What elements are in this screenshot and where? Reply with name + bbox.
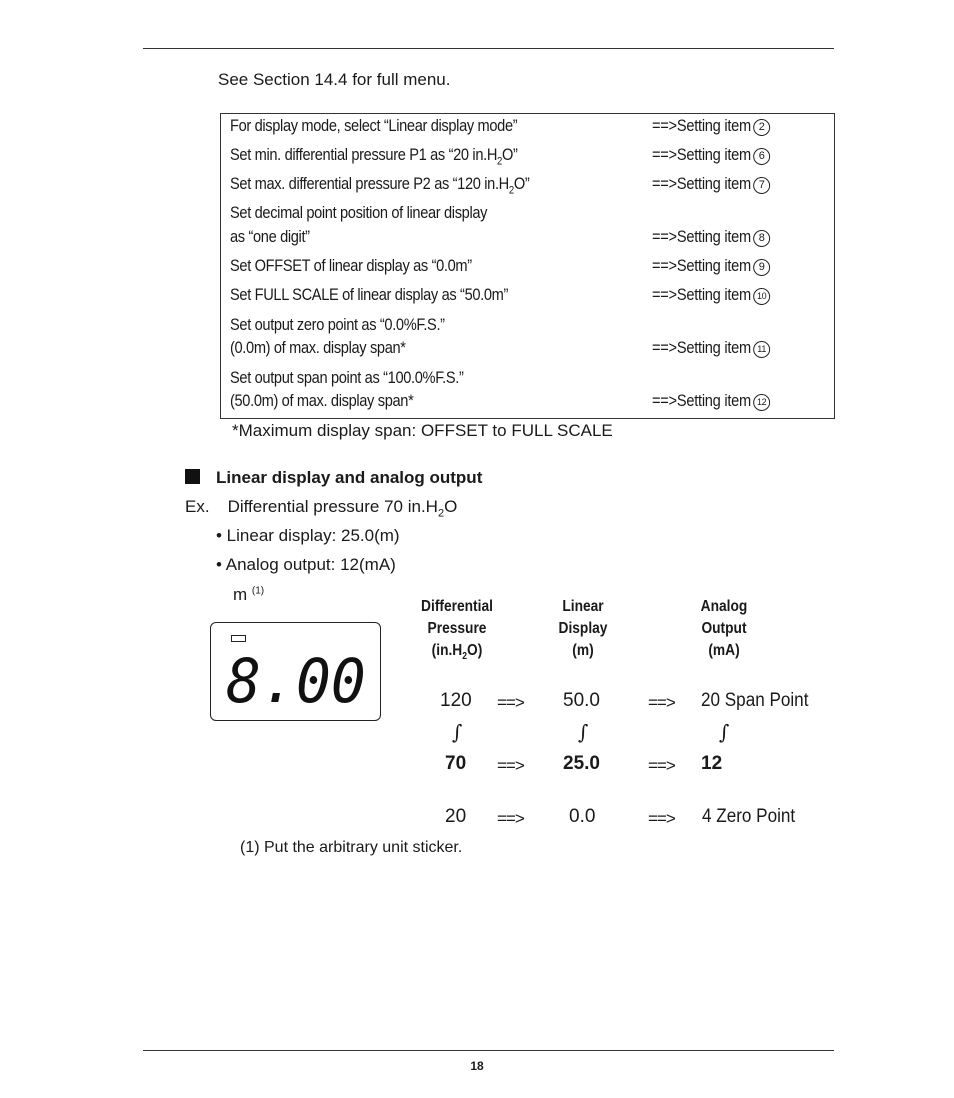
span-footnote: *Maximum display span: OFFSET to FULL SCALE	[232, 421, 613, 440]
arrow: ==>	[648, 756, 675, 775]
example-display: 25.0	[563, 753, 600, 774]
setting-text-5: Set OFFSET of linear display as “0.0m”	[230, 256, 472, 275]
setting-text-2: Set min. differential pressure P1 as “20 $in.H_2O$”	[230, 145, 518, 168]
arrow: ==>	[648, 693, 675, 712]
top-rule	[143, 48, 834, 49]
setting-text-7b: (0.0m) of max. display span*	[230, 338, 406, 357]
circled-number: 2	[753, 119, 770, 136]
arrow: ==>	[497, 809, 524, 828]
arrow: ==>	[648, 809, 675, 828]
span-pressure: 120	[440, 690, 472, 711]
setting-ref-7: ==>Setting item 11	[652, 338, 769, 358]
span-output: 20 Span Point	[701, 690, 809, 711]
section-heading: Linear display and analog output	[185, 468, 482, 488]
setting-text-8a: Set output span point as “100.0%F.S.”	[230, 368, 464, 387]
setting-text-8b: (50.0m) of max. display span*	[230, 391, 414, 410]
setting-ref-6: ==>Setting item 10	[652, 285, 769, 305]
zero-output: 4 Zero Point	[702, 806, 796, 827]
setting-text-1: For display mode, select “Linear display mode”	[230, 116, 518, 135]
lcd-display	[210, 622, 381, 721]
lcd-digits	[210, 622, 381, 721]
col-head-display: Linear Display (m)	[558, 598, 608, 659]
span-display: 50.0	[563, 690, 600, 711]
circled-number: 11	[753, 341, 770, 358]
square-bullet-icon	[185, 469, 200, 484]
setting-ref-3: ==>Setting item 7	[652, 174, 769, 194]
bottom-rule	[143, 1050, 834, 1051]
example-output: 12	[701, 753, 723, 774]
setting-ref-5: ==>Setting item 9	[652, 256, 769, 276]
setting-text-6: Set FULL SCALE of linear display as “50.0m”	[230, 285, 509, 304]
setting-ref-2: ==>Setting item 6	[652, 145, 769, 165]
col-head-pressure: Differential Pressure $(in.H_2O)$	[421, 598, 493, 663]
example-line: Ex. Differential pressure 70 $in.H_2O$	[185, 497, 458, 520]
setting-text-7a: Set output zero point as “0.0%F.S.”	[230, 315, 445, 334]
arrow: ==>	[497, 756, 524, 775]
integral-sign: ∫	[578, 720, 589, 744]
col-head-output: Analog Output (mA)	[700, 598, 748, 659]
circled-number: 6	[753, 148, 770, 165]
setting-ref-8: ==>Setting item 12	[652, 391, 769, 411]
page-number: 18	[470, 1059, 484, 1073]
setting-ref-1: ==>Setting item 2	[652, 116, 769, 136]
bullet-linear-display: • Linear display: 25.0(m)	[216, 526, 400, 545]
setting-text-4a: Set decimal point position of linear display	[230, 203, 488, 222]
integral-sign: ∫	[452, 720, 463, 744]
unit-label: m $^{(1)}$	[233, 585, 265, 604]
bullet-analog-output: • Analog output: 12(mA)	[216, 555, 396, 574]
zero-display: 0.0	[569, 806, 596, 827]
circled-number: 12	[753, 394, 770, 411]
zero-pressure: 20	[445, 806, 467, 827]
circled-number: 8	[753, 230, 770, 247]
example-pressure: 70	[445, 753, 467, 774]
intro-text: See Section 14.4 for full menu.	[218, 70, 451, 89]
lcd-reading: 8.00	[226, 646, 366, 718]
circled-number: 9	[753, 259, 770, 276]
circled-number: 7	[753, 177, 770, 194]
circled-number: 10	[753, 288, 770, 305]
arrow: ==>	[497, 693, 524, 712]
setting-text-3: Set max. differential pressure P2 as “120 $in.H_2O$”	[230, 174, 530, 197]
sticker-caption: (1) Put the arbitrary unit sticker.	[240, 839, 463, 856]
setting-ref-4: ==>Setting item 8	[652, 227, 769, 247]
integral-sign: ∫	[719, 720, 730, 744]
setting-text-4b: as “one digit”	[230, 227, 310, 246]
